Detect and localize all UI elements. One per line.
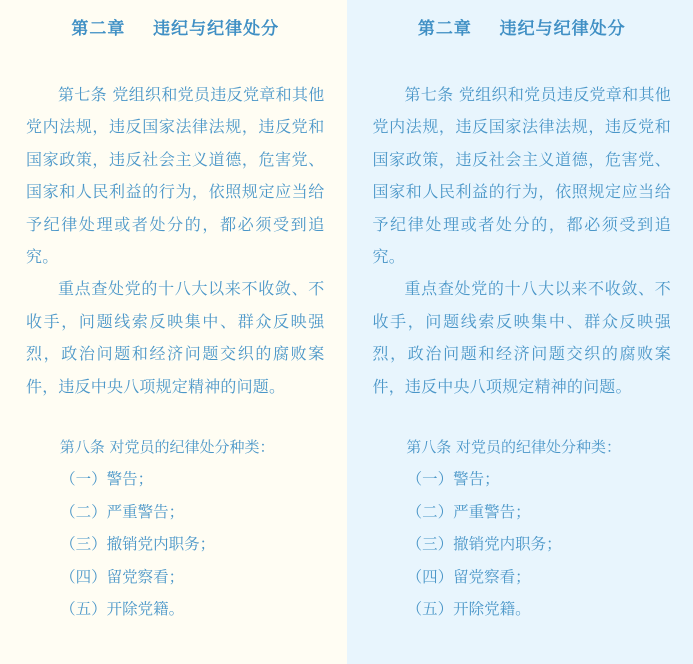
- penalty-item: （五）开除党籍。: [406, 600, 531, 619]
- spacer: [26, 403, 325, 431]
- chapter-title: 第二章 违纪与纪律处分: [71, 19, 280, 39]
- penalty-item: （二）严重警告；: [60, 502, 185, 521]
- article-7-text: 第七条 党组织和党员违反党章和其他党内法规，违反国家法律法规，违反党和国家政策，违反社会主义道德，危害党、国家和人民利益的行为，依照规定应当给予纪律处理或者处分的，都必须受到追究。: [26, 85, 325, 267]
- penalty-item: （一）警告；: [406, 470, 500, 489]
- focus-paragraph: 重点查处党的十八大以来不收敛、不收手，问题线索反映集中、群众反映强烈，政治问题和经济问题交织的腐败案件，违反中央八项规定精神的问题。: [26, 279, 325, 396]
- penalty-item: （五）开除党籍。: [60, 600, 185, 619]
- penalty-item: （三）撤销党内职务；: [406, 535, 562, 554]
- penalty-item: （二）严重警告；: [406, 502, 531, 521]
- penalty-list: [373, 463, 672, 626]
- article-8-heading: 第八条 对党员的纪律处分种类：: [59, 438, 275, 457]
- right-panel: [347, 0, 693, 664]
- focus-paragraph: 重点查处党的十八大以来不收敛、不收手，问题线索反映集中、群众反映强烈，政治问题和经济问题交织的腐败案件，违反中央八项规定精神的问题。: [372, 279, 671, 396]
- penalty-item: （三）撤销党内职务；: [60, 535, 216, 554]
- article-8-heading: 第八条 对党员的纪律处分种类：: [406, 438, 622, 457]
- penalty-item: （四）留党察看；: [60, 567, 185, 586]
- chapter-title: 第二章 违纪与纪律处分: [417, 19, 626, 39]
- penalty-list: [26, 463, 325, 626]
- penalty-item: （四）留党察看；: [406, 567, 531, 586]
- spacer: [373, 403, 672, 431]
- penalty-item: （一）警告；: [60, 470, 154, 489]
- article-7-text: 第七条 党组织和党员违反党章和其他党内法规，违反国家法律法规，违反党和国家政策，违反社会主义道德，危害党、国家和人民利益的行为，依照规定应当给予纪律处理或者处分的，都必须受到追究。: [372, 85, 671, 267]
